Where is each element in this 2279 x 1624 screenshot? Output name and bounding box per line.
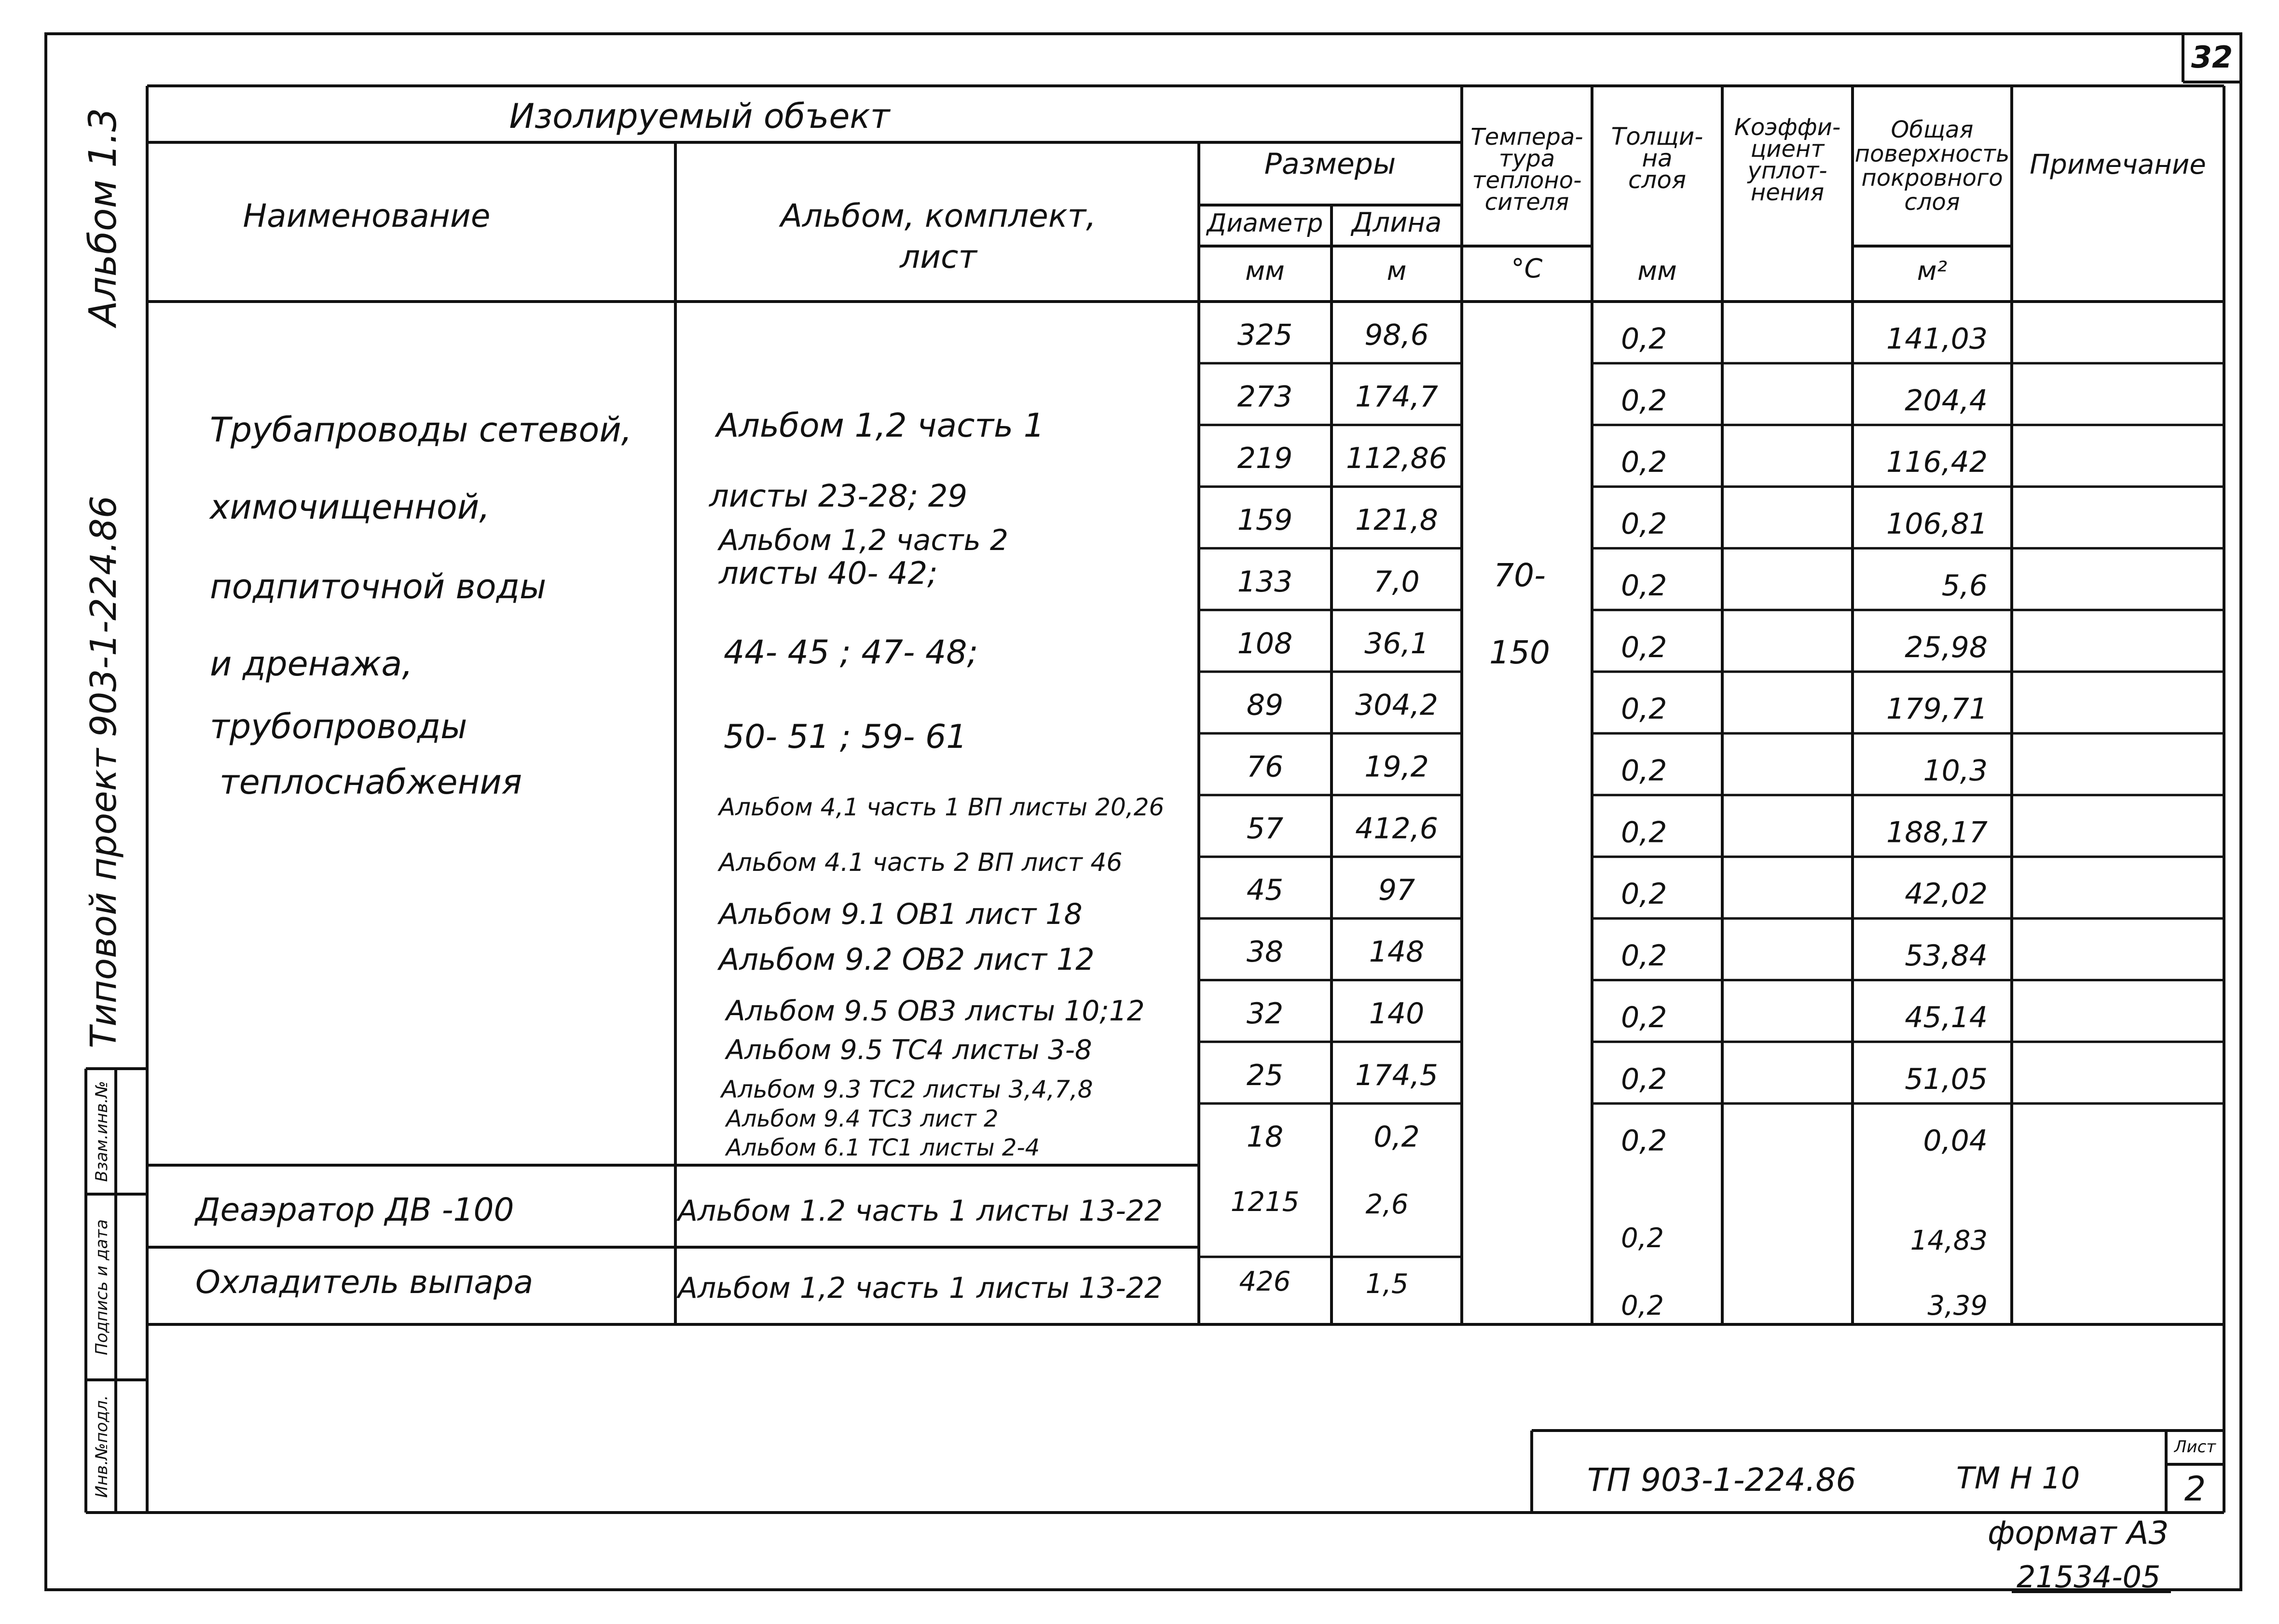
row-surface: 42,02 <box>1905 877 1988 911</box>
svg-text:теплоснабжения: теплоснабжения <box>220 762 522 802</box>
sizes-header: Размеры <box>1264 147 1396 181</box>
svg-text:подпиточной воды: подпиточной воды <box>210 567 547 606</box>
svg-text:сителя: сителя <box>1484 189 1569 216</box>
row-surface: 51,05 <box>1905 1062 1988 1096</box>
svg-text:Альбом 9.5 ОВ3 листы 10;12: Альбом 9.5 ОВ3 листы 10;12 <box>726 994 1145 1027</box>
row-diameter: 57 <box>1246 812 1284 846</box>
archive-number: 21534-05 <box>2017 1559 2161 1595</box>
length-header: Длина <box>1351 207 1442 238</box>
row-diameter: 38 <box>1246 935 1284 969</box>
row-length: 0,2 <box>1373 1120 1420 1154</box>
svg-text:Толщи-: Толщи- <box>1611 123 1703 151</box>
svg-text:Альбом 9.1 ОВ1 лист 18: Альбом 9.1 ОВ1 лист 18 <box>719 897 1083 931</box>
svg-text:трубопроводы: трубопроводы <box>210 707 467 746</box>
surface-unit: м² <box>1917 256 1948 286</box>
deaerator-length: 2,6 <box>1365 1189 1409 1220</box>
row-length: 36,1 <box>1364 626 1429 661</box>
row-length: 174,5 <box>1355 1058 1438 1092</box>
stamp-label-signature: Подпись и дата <box>92 1219 111 1355</box>
row-surface: 53,84 <box>1905 939 1988 973</box>
cooler-surface: 3,39 <box>1927 1290 1988 1321</box>
row-thickness: 0,2 <box>1621 815 1667 850</box>
row-diameter: 325 <box>1237 318 1293 352</box>
stamp-label-replacement: Взам.инв.№ <box>92 1081 111 1182</box>
group1-album-list <box>708 407 1164 1161</box>
svg-text:Общая: Общая <box>1891 116 1974 143</box>
coefficient-header <box>1734 114 1840 206</box>
group1-name <box>209 410 632 802</box>
title-block-code: ТП 903-1-224.86 <box>1587 1461 1856 1499</box>
diameter-header: Диаметр <box>1207 209 1323 238</box>
cooler-album: Альбом 1,2 часть 1 листы 13-22 <box>678 1271 1163 1305</box>
row-surface: 45,14 <box>1905 1000 1988 1034</box>
svg-text:Альбом 6.1 ТС1 листы 2-4: Альбом 6.1 ТС1 листы 2-4 <box>726 1134 1040 1161</box>
cooler-diameter: 426 <box>1239 1266 1291 1297</box>
album-header: Альбом, комплект, <box>780 197 1097 234</box>
deaerator-name: Деаэратор ДВ -100 <box>195 1191 514 1228</box>
stamp-label-inventory: Инв.№подл. <box>92 1395 111 1498</box>
temperature-unit: °С <box>1511 253 1543 284</box>
row-diameter: 273 <box>1237 380 1293 414</box>
row-surface: 10,3 <box>1923 754 1988 788</box>
row-diameter: 219 <box>1237 441 1293 476</box>
row-diameter: 89 <box>1246 688 1284 722</box>
deaerator-album: Альбом 1.2 часть 1 листы 13-22 <box>678 1194 1163 1228</box>
project-side-label: Типовой проект 903-1-224.86 <box>83 495 124 1048</box>
row-length: 412,6 <box>1355 812 1438 846</box>
svg-text:нения: нения <box>1750 179 1825 206</box>
svg-text:поверхность: поверхность <box>1854 140 2010 167</box>
svg-text:слоя: слоя <box>1904 189 1960 216</box>
row-lines <box>1199 363 2224 1257</box>
svg-text:Трубапроводы сетевой,: Трубапроводы сетевой, <box>210 410 632 450</box>
row-length: 98,6 <box>1364 318 1429 352</box>
row-length: 174,7 <box>1355 380 1438 414</box>
svg-text:Альбом 9.5 ТС4 листы 3-8: Альбом 9.5 ТС4 листы 3-8 <box>726 1034 1092 1066</box>
svg-text:44- 45 ; 47- 48;: 44- 45 ; 47- 48; <box>724 633 978 672</box>
row-thickness: 0,2 <box>1621 445 1667 480</box>
row-length: 304,2 <box>1355 688 1438 722</box>
svg-text:Альбом 1,2 часть 1: Альбом 1,2 часть 1 <box>716 407 1045 445</box>
row-thickness: 0,2 <box>1621 1062 1667 1096</box>
svg-text:Темпера-: Темпера- <box>1470 124 1583 151</box>
row-diameter: 76 <box>1246 750 1284 784</box>
row-thickness: 0,2 <box>1621 322 1667 356</box>
svg-text:Альбом 9.4 ТС3 лист 2: Альбом 9.4 ТС3 лист 2 <box>726 1105 999 1132</box>
svg-text:тура: тура <box>1498 145 1555 172</box>
row-diameter: 25 <box>1246 1058 1284 1092</box>
temperature-to: 150 <box>1489 634 1550 671</box>
row-length: 140 <box>1369 996 1425 1031</box>
svg-text:покровного: покровного <box>1861 165 2003 192</box>
album-header-line2: лист <box>900 238 977 275</box>
svg-text:листы 40- 42;: листы 40- 42; <box>719 556 938 592</box>
svg-text:Альбом 4,1 часть 1 ВП листы 20: Альбом 4,1 часть 1 ВП листы 20,26 <box>719 793 1165 821</box>
cooler-name: Охладитель выпара <box>195 1264 534 1301</box>
svg-text:Альбом 1,2 часть 2: Альбом 1,2 часть 2 <box>719 523 1009 557</box>
svg-text:циент: циент <box>1750 136 1825 163</box>
row-length: 112,86 <box>1346 441 1447 476</box>
format-label: формат А3 <box>1988 1514 2169 1552</box>
cooler-thickness: 0,2 <box>1621 1290 1664 1321</box>
title-block-sheet-number: 2 <box>2184 1469 2206 1509</box>
svg-text:слоя: слоя <box>1628 166 1687 194</box>
row-thickness: 0,2 <box>1621 692 1667 726</box>
row-diameter: 18 <box>1246 1120 1284 1154</box>
svg-text:Альбом 9.3 ТС2 листы 3,4,7,8: Альбом 9.3 ТС2 листы 3,4,7,8 <box>721 1075 1093 1103</box>
row-diameter: 45 <box>1246 873 1284 908</box>
svg-text:теплоно-: теплоно- <box>1472 167 1582 194</box>
surface-header <box>1855 116 2010 216</box>
row-surface: 25,98 <box>1905 630 1988 664</box>
temperature-header <box>1470 124 1583 216</box>
title-block-mark: ТМ Н 10 <box>1956 1460 2080 1496</box>
data-rows <box>1237 318 1988 1158</box>
row-diameter: 108 <box>1237 626 1293 661</box>
row-thickness: 0,2 <box>1621 877 1667 911</box>
svg-text:и дренажа,: и дренажа, <box>210 644 413 684</box>
row-thickness: 0,2 <box>1621 1000 1667 1034</box>
row-length: 7,0 <box>1373 564 1420 599</box>
svg-text:на: на <box>1642 144 1673 172</box>
deaerator-thickness: 0,2 <box>1621 1223 1664 1254</box>
row-surface: 116,42 <box>1886 445 1988 480</box>
diameter-unit: мм <box>1245 256 1285 286</box>
temperature-from: 70- <box>1494 557 1546 594</box>
row-thickness: 0,2 <box>1621 754 1667 788</box>
row-length: 121,8 <box>1355 503 1438 537</box>
row-surface: 0,04 <box>1923 1124 1988 1158</box>
row-thickness: 0,2 <box>1621 939 1667 973</box>
sheet-number: 32 <box>2191 40 2233 75</box>
row-thickness: 0,2 <box>1621 630 1667 664</box>
svg-text:уплот-: уплот- <box>1747 157 1827 184</box>
row-surface: 188,17 <box>1886 815 1988 850</box>
row-thickness: 0,2 <box>1621 568 1667 603</box>
thickness-header <box>1611 123 1703 194</box>
deaerator-surface: 14,83 <box>1910 1225 1988 1256</box>
svg-text:химочищенной,: химочищенной, <box>210 487 490 527</box>
svg-text:50- 51 ; 59- 61: 50- 51 ; 59- 61 <box>724 718 967 756</box>
svg-text:Альбом 9.2 ОВ2 лист 12: Альбом 9.2 ОВ2 лист 12 <box>719 942 1095 977</box>
row-length: 148 <box>1369 935 1425 969</box>
object-group-header: Изолируемый объект <box>509 96 890 136</box>
row-diameter: 32 <box>1246 996 1284 1031</box>
thickness-unit: мм <box>1637 256 1677 286</box>
album-side-label: Альбом 1.3 <box>82 108 125 327</box>
row-diameter: 133 <box>1237 564 1293 599</box>
row-surface: 179,71 <box>1886 692 1988 726</box>
row-thickness: 0,2 <box>1621 507 1667 541</box>
cooler-length: 1,5 <box>1365 1268 1409 1300</box>
row-thickness: 0,2 <box>1621 1124 1667 1158</box>
length-unit: м <box>1387 256 1407 286</box>
row-surface: 141,03 <box>1886 322 1988 356</box>
row-surface: 204,4 <box>1905 384 1988 418</box>
row-length: 97 <box>1378 873 1415 908</box>
row-surface: 5,6 <box>1941 568 1988 603</box>
name-header: Наименование <box>243 197 491 234</box>
svg-text:Альбом 4.1 часть 2 ВП лист 46: Альбом 4.1 часть 2 ВП лист 46 <box>719 848 1123 877</box>
row-diameter: 159 <box>1237 503 1293 537</box>
svg-text:листы 23-28; 29: листы 23-28; 29 <box>709 479 968 514</box>
row-surface: 106,81 <box>1886 507 1988 541</box>
title-block-sheet-label: Лист <box>2174 1437 2216 1457</box>
row-length: 19,2 <box>1364 750 1429 784</box>
row-thickness: 0,2 <box>1621 384 1667 418</box>
deaerator-diameter: 1215 <box>1230 1186 1300 1218</box>
svg-text:Коэффи-: Коэффи- <box>1734 114 1841 141</box>
note-header: Примечание <box>2030 149 2206 180</box>
